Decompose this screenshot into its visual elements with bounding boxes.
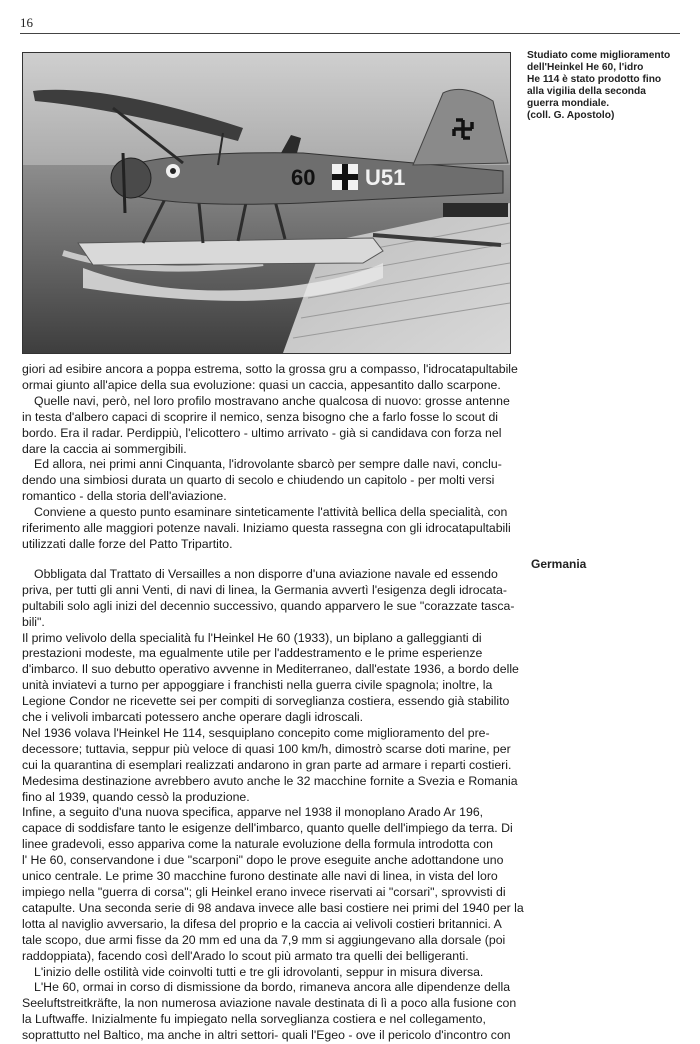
text-line: dare la caccia ai sommergibili.: [22, 441, 187, 456]
text-line: riferimento alle maggiori potenze navali. Iniziamo questa rassegna con gli idrocatapultabili: [22, 521, 511, 536]
text-line: dendo una simbiosi durata un quarto di secolo e chiudendo un capitolo - per molti versi: [22, 473, 495, 488]
paragraph: [22, 725, 518, 806]
text-line: ormai giunto all'apice della sua evoluzione: quasi un caccia, appesantito dallo scarpone.: [22, 377, 501, 392]
marking-code: U51: [365, 165, 406, 190]
caption-line: dell'Heinkel He 60, l'idro: [527, 62, 644, 73]
paragraph: [22, 505, 512, 553]
text-line: prestazioni modeste, ma egualmente utile per l'addestramento e le prime esperienze: [22, 646, 483, 661]
text-line: L'He 60, ormai in corso di dismissione da bordo, rimaneva ancora alle dipendenze della: [34, 980, 511, 995]
text-line: in testa d'albero capaci di scoprire il nemico, senza bisogno che a farlo fosse lo scout di: [22, 409, 499, 424]
text-line: Obbligata dal Trattato di Versailles a non disporre d'una aviazione navale ed essendo: [34, 566, 498, 581]
text-line: priva, per tutti gli anni Venti, di navi di linea, la Germania avvertì l'esigenza degli idrocata-: [22, 582, 507, 597]
paragraph: [22, 394, 512, 458]
text-line: Conviene a questo punto esaminare sinteticamente l'attività bellica della specialità, con: [34, 505, 508, 520]
text-line: giori ad esibire ancora a poppa estrema, sotto la grossa gru a compasso, l'idrocatapultabile: [22, 362, 518, 376]
figure-caption: [527, 50, 692, 122]
seaplane-photo: [22, 52, 511, 354]
text-line: bili".: [22, 614, 45, 629]
seaplane-photo-illustration: [23, 53, 510, 353]
text-line: la Luftwaffe. Inizialmente fu impiegato nella sorveglianza costiera e nel collegamento,: [22, 1012, 486, 1027]
text-line: raddoppiata), facendo così dell'Arado lo scout più armato tra quelli dei belligeranti.: [22, 948, 469, 963]
paragraph: [22, 980, 517, 1044]
section-heading: Germania: [531, 557, 587, 571]
text-line: Il primo velivolo della specialità fu l'Heinkel He 60 (1933), un biplano a galleggianti di: [22, 630, 482, 645]
text-line: Seeluftstreitkräfte, la non numerosa aviazione navale destinata di lì a poco alla fusione con: [22, 996, 517, 1011]
header-rule: [20, 33, 680, 34]
marking-number: 60: [291, 165, 316, 190]
text-line: utilizzati dalle forze del Patto Tripartito.: [22, 536, 233, 551]
article-body: [22, 362, 524, 1044]
text-line: linee gradevoli, esso appariva come la naturale evoluzione della formula introdotta con: [22, 837, 493, 852]
paragraph: [22, 805, 524, 964]
text-line: unità inviatevi a turno per appoggiare i franchisti nella guerra civile spagnola; inoltre, la: [22, 678, 493, 693]
text-line: tale scopo, due armi fisse da 20 mm ed una da 7,9 mm si aggiungevano alla dorsale (poi: [22, 932, 506, 947]
text-line: soprattutto nel Baltico, ma anche in altri settori- quali l'Egeo - ove il pericolo d'incontro con: [22, 1028, 511, 1043]
text-line: cui la quarantina di esemplari realizzati andarono in gran parte ad armare i reparti costieri.: [22, 757, 512, 772]
paragraph: [22, 630, 519, 726]
paragraph: [22, 965, 512, 981]
text-line: Infine, a seguito d'una nuova specifica, apparve nel 1938 il monoplano Arado Ar 196,: [22, 805, 484, 820]
text-line: Quelle navi, però, nel loro profilo mostravano anche qualcosa di nuovo: grosse antenne: [34, 393, 510, 408]
page-number: 16: [20, 15, 33, 30]
text-line: unico centrale. Le prime 30 macchine furono destinate alle navi di linea, in vista del loro: [22, 869, 498, 884]
text-line: l' He 60, conservandone i due "scarponi" dopo le prove eseguite anche adottandone uno: [22, 853, 504, 868]
text-line: L'inizio delle ostilità vide coinvolti tutti e tre gli idrovolanti, seppur in misura diversa.: [34, 964, 484, 979]
section-gap: [22, 553, 512, 567]
caption-line: (coll. G. Apostolo): [527, 110, 615, 121]
text-line: Legione Condor ne ricevette sei per compiti di sorveglianza costiera, essendo già stabilito: [22, 694, 510, 709]
text-line: pultabili solo agli inizi del decennio successivo, quando apparvero le sue "corazzate tasca-: [22, 598, 515, 613]
text-line: Ed allora, nei primi anni Cinquanta, l'idrovolante sbarcò per sempre dalle navi, conclu-: [34, 457, 502, 472]
text-line: fino al 1939, quando cessò la produzione.: [22, 789, 250, 804]
caption-line: alla vigilia della seconda: [527, 86, 646, 97]
paragraph: [22, 362, 518, 394]
text-line: Nel 1936 volava l'Heinkel He 114, sesquiplano concepito come miglioramento del pre-: [22, 725, 490, 740]
text-line: romantico - della storia dell'aviazione.: [22, 489, 227, 504]
text-line: impiego nella "guerra di corsa"; gli Heinkel erano invece riservati ai "corsari", sprovvisti di: [22, 885, 506, 899]
text-line: capace di soddisfare tanto le esigenze dell'imbarco, quanto quelle dell'impiego da terra. Di: [22, 821, 513, 836]
text-line: bordo. Era il radar. Perdippiù, l'elicottero - ultimo arrivato - già si candidava con forza nel: [22, 425, 502, 440]
caption-line: guerra mondiale.: [527, 98, 610, 109]
paragraph: [22, 457, 512, 505]
text-line: catapulte. Una seconda serie di 98 andava invece alle basi costiere nei primi del 1940 per la: [22, 900, 524, 915]
caption-line: He 114 è stato prodotto fino: [527, 74, 662, 85]
text-line: Medesima destinazione avrebbero avuto anche le 32 macchine fornite a Svezia e Romania: [22, 773, 518, 788]
text-line: d'imbarco. Il suo debutto operativo avvenne in Mediterraneo, dall'estate 1936, a bordo delle: [22, 662, 519, 677]
text-line: decessore; tuttavia, seppur più veloce di quasi 100 km/h, dimostrò scarse doti marine, per: [22, 741, 511, 756]
text-line: che i velivoli imbarcati potessero anche operare dagli idroscali.: [22, 710, 364, 725]
paragraph: [22, 566, 515, 631]
caption-line: Studiato come miglioramento: [527, 50, 671, 61]
text-line: lotta al naviglio avversario, la difesa del proprio e la caccia ai velivoli costieri britannici. A: [22, 916, 502, 931]
